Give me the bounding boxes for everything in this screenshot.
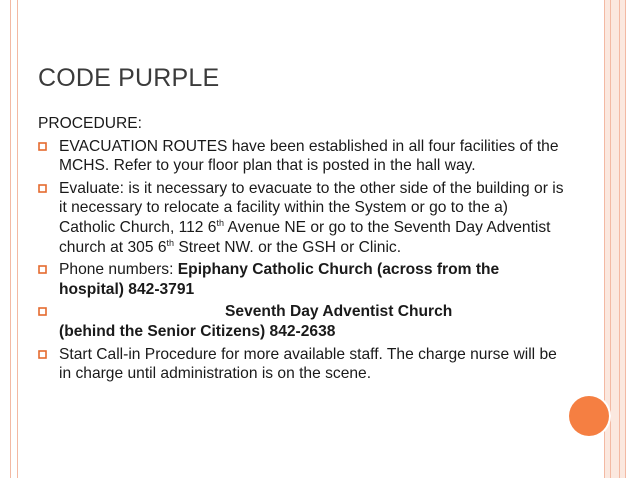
- list-item: [38, 179, 568, 257]
- list-item: [38, 345, 568, 384]
- ordinal-suffix: th: [166, 237, 175, 248]
- list-item: [38, 302, 568, 341]
- evaluate-text-part1: Evaluate: is it necessary to evacuate to the other side of the building or is it necessary to relocate a facility within the System or go to the a) Catholic Church, 112 6: [59, 179, 564, 236]
- hollow-square-bullet-icon: [38, 350, 47, 359]
- ordinal-suffix: th: [216, 217, 224, 228]
- adventist-phone: (behind the Senior Citizens) 842-2638: [59, 322, 336, 340]
- slide-title: CODE PURPLE: [38, 64, 220, 92]
- hollow-square-bullet-icon: [38, 142, 47, 151]
- procedure-label: PROCEDURE:: [38, 115, 142, 132]
- hollow-square-bullet-icon: [38, 265, 47, 274]
- right-border-decoration: [604, 0, 626, 478]
- adventist-church-name: Seventh Day Adventist Church: [225, 303, 453, 321]
- call-in-procedure-text: Start Call-in Procedure for more available staff. The charge nurse will be in charge until administration is on the scene.: [59, 345, 557, 383]
- accent-circle: [569, 396, 609, 436]
- left-border-decoration: [10, 0, 18, 478]
- epiphany-phone: Epiphany Catholic Church (across from the hospital) 842-3791: [59, 261, 500, 298]
- hollow-square-bullet-icon: [38, 184, 47, 193]
- phone-numbers-label: Phone numbers:: [59, 261, 178, 279]
- hollow-square-bullet-icon: [38, 307, 47, 316]
- evaluate-text-part3: Street NW. or the GSH or Clinic.: [174, 238, 402, 256]
- evaluate-text-part2: Avenue NE or go to the Seventh Day Adventist church at 305 6: [59, 218, 551, 256]
- evacuation-routes-text: EVACUATION ROUTES have been established in all four facilities of the MCHS. Refer to your floor plan that is posted in the hall way.: [59, 137, 559, 175]
- slide-body: [38, 114, 568, 387]
- list-item: [38, 260, 568, 299]
- list-item: [38, 137, 568, 176]
